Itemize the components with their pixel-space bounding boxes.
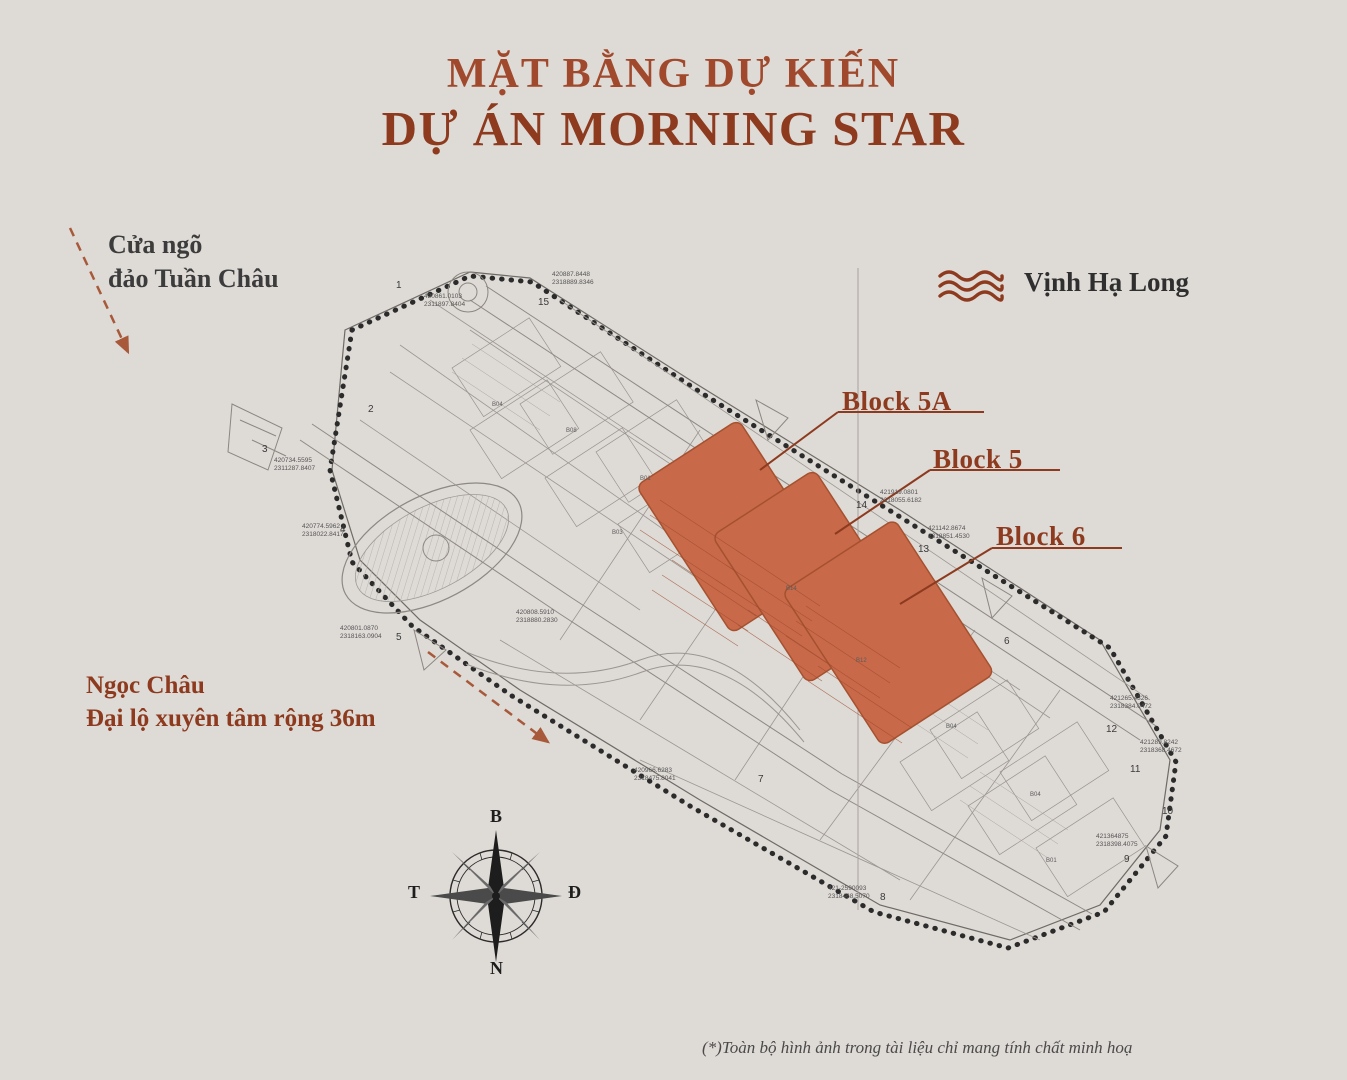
svg-text:421364875: 421364875 (1096, 833, 1129, 840)
svg-text:420887.8448: 420887.8448 (552, 271, 590, 278)
svg-text:5: 5 (396, 632, 402, 643)
svg-text:2318022.8417: 2318022.8417 (302, 531, 344, 538)
svg-text:2318889.8346: 2318889.8346 (552, 279, 594, 286)
svg-text:2318880.2830: 2318880.2830 (516, 617, 558, 624)
svg-text:2318398.4075: 2318398.4075 (1096, 841, 1138, 848)
svg-text:2318468.5070: 2318468.5070 (828, 893, 870, 900)
annotation-boulevard (86, 670, 376, 735)
svg-text:B08: B08 (566, 428, 577, 434)
footnote-disclaimer: (*)Toàn bộ hình ảnh trong tài liệu chỉ mang tính chất minh hoạ (702, 1038, 1133, 1057)
svg-text:420966.6283: 420966.6283 (634, 767, 672, 774)
svg-text:9: 9 (1124, 854, 1130, 865)
svg-text:421289.8242: 421289.8242 (1140, 739, 1178, 746)
svg-text:2318851.4530: 2318851.4530 (928, 533, 970, 540)
svg-text:6: 6 (1004, 636, 1010, 647)
svg-text:B04: B04 (946, 724, 957, 730)
svg-text:2318368.4672: 2318368.4672 (1140, 747, 1182, 754)
svg-text:B01: B01 (640, 476, 651, 482)
svg-text:421919.0801: 421919.0801 (880, 489, 918, 496)
annotation-gateway-line1: Cửa ngõ (108, 230, 203, 259)
svg-text:B01: B01 (1046, 858, 1057, 864)
svg-text:B03: B03 (612, 530, 623, 536)
svg-text:421-2590093: 421-2590093 (828, 885, 867, 892)
svg-text:420861.0103: 420861.0103 (424, 293, 462, 300)
svg-text:420801.0870: 420801.0870 (340, 625, 378, 632)
svg-text:2318055.6182: 2318055.6182 (880, 497, 922, 504)
svg-text:420808.5910: 420808.5910 (516, 609, 554, 616)
svg-text:B04: B04 (492, 402, 503, 408)
svg-text:2318163.0904: 2318163.0904 (340, 633, 382, 640)
title-subtitle: MẶT BẰNG DỰ KIẾN (446, 51, 901, 97)
compass-icon (412, 812, 580, 980)
svg-text:B14: B14 (786, 586, 797, 592)
svg-text:2311287.8407: 2311287.8407 (274, 465, 316, 472)
svg-text:B12: B12 (856, 658, 867, 664)
annotation-boulevard-line2: Đại lộ xuyên tâm rộng 36m (86, 704, 376, 732)
compass-east-label: Đ (568, 882, 581, 902)
compass-west-label: T (408, 882, 421, 902)
block-label-5[interactable]: Block 5 (933, 444, 1023, 474)
svg-text:12: 12 (1106, 724, 1118, 735)
svg-text:2318384.0472: 2318384.0472 (1110, 703, 1152, 710)
svg-text:420774.5962: 420774.5962 (302, 523, 340, 530)
annotation-boulevard-line1: Ngọc Châu (86, 672, 205, 699)
compass-north-label: B (490, 806, 503, 826)
svg-text:8: 8 (880, 892, 886, 903)
waves-icon (936, 266, 1008, 306)
svg-text:4: 4 (340, 524, 346, 535)
svg-text:13: 13 (918, 544, 930, 555)
block-label-5a[interactable]: Block 5A (842, 386, 952, 416)
annotation-arrows (70, 228, 548, 742)
svg-text:420734.5595: 420734.5595 (274, 457, 312, 464)
compass-south-label: N (490, 958, 503, 978)
svg-text:7: 7 (758, 774, 764, 785)
svg-text:14: 14 (856, 500, 868, 511)
svg-text:2311897.8404: 2311897.8404 (424, 301, 466, 308)
svg-text:2318475.8041: 2318475.8041 (634, 775, 676, 782)
svg-text:10: 10 (1162, 806, 1174, 817)
svg-text:421142.8674: 421142.8674 (928, 525, 966, 532)
svg-text:3: 3 (262, 444, 268, 455)
block-label-6[interactable]: Block 6 (996, 521, 1086, 551)
compass-rose (408, 806, 581, 980)
svg-text:421265.4326: 421265.4326 (1110, 695, 1148, 702)
lower-road (466, 652, 804, 742)
svg-text:15: 15 (538, 297, 550, 308)
svg-text:1: 1 (396, 280, 402, 291)
svg-text:11: 11 (1130, 764, 1141, 775)
svg-text:2: 2 (368, 404, 374, 415)
annotation-bay: Vịnh Hạ Long (1024, 267, 1190, 297)
svg-text:B04: B04 (1030, 792, 1041, 798)
central-lake (321, 456, 543, 640)
annotation-gateway-line2: đảo Tuần Châu (108, 263, 279, 293)
annotation-gateway (108, 228, 279, 296)
title-project-name: DỰ ÁN MORNING STAR (381, 101, 966, 157)
